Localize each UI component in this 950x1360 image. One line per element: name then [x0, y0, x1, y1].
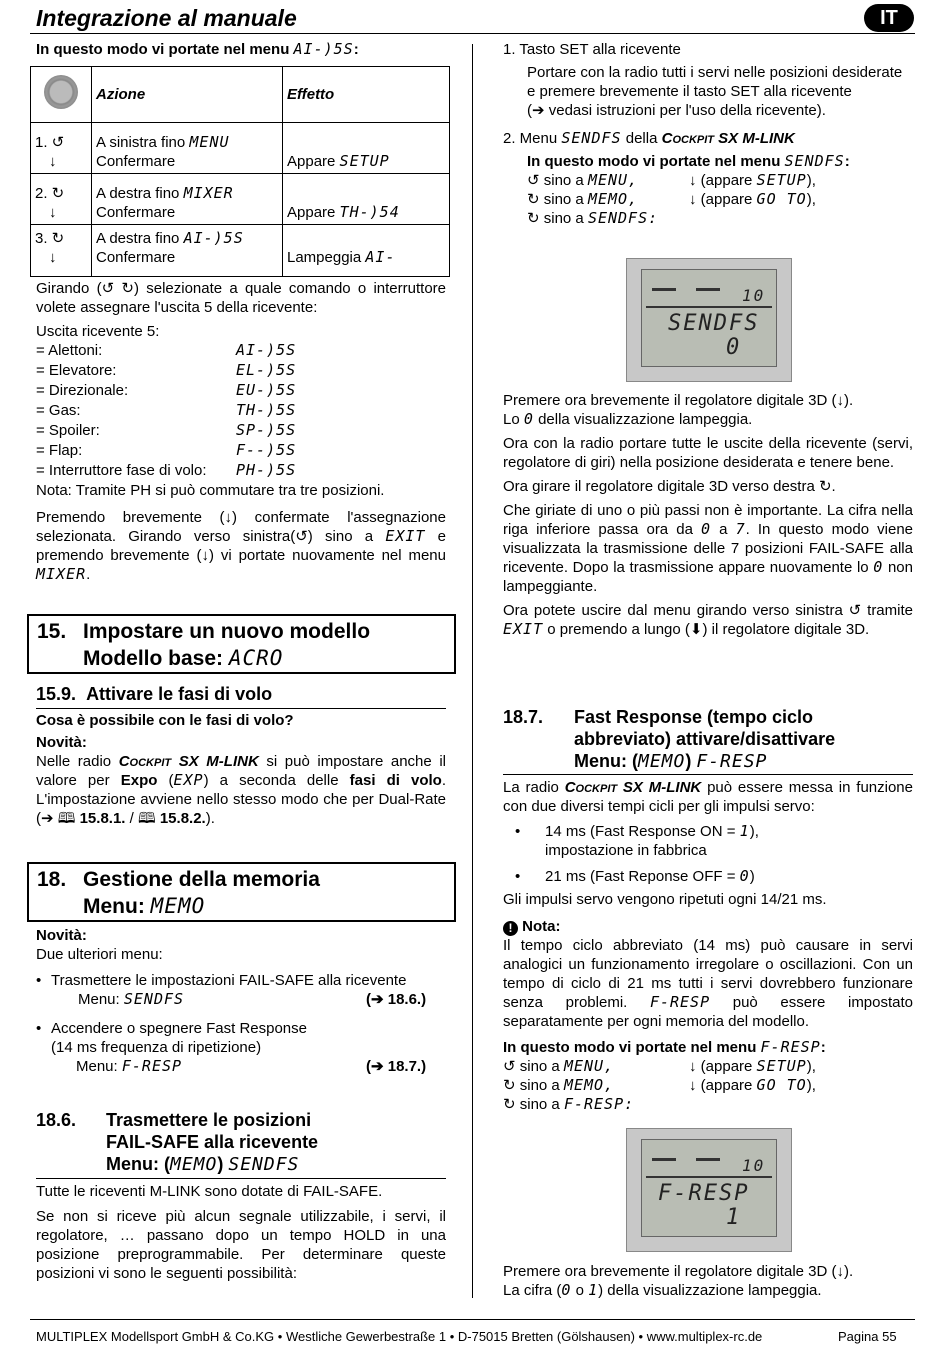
navigation-title: In questo modo vi portate nel menu SENDFS:: [527, 152, 850, 170]
navigation-steps: ↺ sino a MENU, ↓ (appare SETUP), ↻ sino a MEMO, ↓ (appare GO TO), ↻ sino a SENDFS:: [527, 171, 816, 227]
left-column: [36, 40, 446, 59]
column-divider: [472, 44, 473, 1298]
lcd-display-image: 10 F-RESP 1: [626, 1128, 792, 1252]
header-rule: [30, 33, 915, 34]
navigation-title: In questo modo vi portate nel menu F-RESP:: [503, 1038, 826, 1056]
note-heading: ! Nota:: [503, 917, 913, 936]
paragraph: Nelle radio Cockpit SX M-LINK si può impostare anche il valore per Expo (EXP) a seconda delle fasi di volo. L'impostazione avviene nello stesso modo che per Dual-Rate (➔ 🕮 15.8.1. / 🕮 15.8.2.).: [36, 753, 446, 827]
col-effect-header: Effetto: [283, 67, 450, 123]
list-item: • 14 ms (Fast Response ON = 1), impostazione in fabbrica: [515, 822, 759, 859]
paragraph: Se non si riceve più alcun segnale utilizzabile, i servi, il regolatore, … passano dopo un tempo HOLD in una posizione preprogrammabile. Per determinare queste posizioni vi sono le seguenti possibilità:: [36, 1208, 446, 1282]
section-15-heading: 15. Impostare un nuovo modello Modello base: ACRO: [27, 614, 456, 674]
list-item: • Accendere o spegnere Fast Response (14 ms frequenza di ripetizione) Menu: F-RESP (➔ 18.7.): [36, 1020, 427, 1075]
list-item: • 21 ms (Fast Reponse OFF = 0): [515, 867, 755, 885]
paragraph: Ora girare il regolatore digitale 3D verso destra ↻.: [503, 478, 836, 495]
table-row: 2. ↻ ↓ A destra fino MIXER Confermare Appare TH-)54: [31, 174, 450, 225]
paragraph: Gli impulsi servo vengono ripetuti ogni 14/21 ms.: [503, 891, 827, 908]
paragraph: Premere ora brevemente il regolatore digitale 3D (↓).: [503, 1263, 854, 1280]
action-table: [30, 66, 450, 277]
col-action-header: Azione: [92, 67, 283, 123]
menu-intro: In questo modo vi portate nel menu AI-)5S:: [36, 40, 359, 58]
table-row: 3. ↻ ↓ A destra fino AI-)5S Confermare Lampeggia AI-: [31, 225, 450, 277]
section-15-9-heading: 15.9. Attivare le fasi di volo: [36, 684, 273, 704]
paragraph: Tutte le riceventi M-LINK sono dotate di FAIL-SAFE.: [36, 1183, 383, 1200]
output-list: = Alettoni: AI-)5S = Elevatore: EL-)5S = Direzionale: EU-)5S = Gas: TH-)5S = Spoiler: SP-)5S = Flap: F--)5S = Interruttore fase di volo: PH-)5S: [36, 341, 297, 479]
list-item: • Trasmettere le impostazioni FAIL-SAFE alla ricevente Menu: SENDFS (➔ 18.6.): [36, 972, 427, 1008]
warning-icon: !: [503, 921, 518, 936]
paragraph: Due ulteriori menu:: [36, 946, 163, 963]
paragraph: Premere ora brevemente il regolatore digitale 3D (↓).: [503, 392, 854, 409]
output-title: Uscita ricevente 5:: [36, 323, 160, 340]
novita-label: Novità:: [36, 734, 87, 751]
question: Cosa è possibile con le fasi di volo?: [36, 712, 294, 729]
novita-label: Novità:: [36, 927, 87, 944]
footer-rule: [30, 1319, 915, 1320]
section-rule: [503, 774, 913, 775]
page-number: Pagina 55: [838, 1329, 897, 1344]
note-text: Nota: Tramite PH si può commutare tra tre posizioni.: [36, 482, 385, 499]
paragraph: Il tempo ciclo abbreviato (14 ms) può causare in servi analogici un funzionamento irregolare o oscillazioni. Con un tempo di ciclo di 21 ms tutti i servi dovrebbero funzionare senza problemi. F-RESP può essere impostato separatamente per ogni memoria del modello.: [503, 937, 914, 1030]
paragraph: Che giriate di uno o più passi non è importante. La cifra nella riga inferiore passa ora da 0 a 7. In questo modo viene visualizzata la trasmissione delle 7 posizioni FAIL-SAFE alla ricevente. Dopo la trasmissione appare nuovamente lo 0 non lampeggiante.: [503, 502, 914, 595]
paragraph: Lo 0 della visualizzazione lampeggia.: [503, 410, 753, 428]
paragraph: Girando (↺ ↻) selezionate a quale comando o interruttore volete assegnare l'uscita 5 della ricevente:: [36, 280, 446, 316]
paragraph: La radio Cockpit SX M-LINK può essere messa in funzione con due diversi tempi cicli per gli impulsi servo:: [503, 779, 913, 815]
paragraph: Ora potete uscire dal menu girando verso sinistra ↺ tramite EXIT o premendo a lungo (⬇) il regolatore digitale 3D.: [503, 602, 913, 638]
paragraph: Premendo brevemente (↓) confermate l'assegnazione selezionata. Girando verso sinistra(↺) sino a EXIT e premendo brevemente (↓) vi portate nuovamente nel menu MIXER.: [36, 509, 446, 583]
table-row: 1. ↺ ↓ A sinistra fino MENU Confermare Appare SETUP: [31, 123, 450, 174]
section-rule: [36, 708, 446, 709]
section-18-heading: 18. Gestione della memoria Menu: MEMO: [27, 862, 456, 922]
footer-text: MULTIPLEX Modellsport GmbH & Co.KG • Westliche Gewerbestraße 1 • D-75015 Bretten (Gölshausen) • www.multiplex-rc.de: [36, 1329, 763, 1344]
section-rule: [36, 1178, 446, 1179]
lcd-display-image: 10 SENDFS 0: [626, 258, 792, 382]
list-item-title: 2. Menu SENDFS della Cockpit SX M-LINK: [503, 129, 795, 147]
page-title: Integrazione al manuale: [36, 5, 297, 31]
navigation-steps: ↺ sino a MENU, ↓ (appare SETUP), ↻ sino a MEMO, ↓ (appare GO TO), ↻ sino a F-RESP:: [503, 1057, 816, 1113]
paragraph: Ora con la radio portare tutte le uscite della ricevente (servi, regolatore di giri) nella posizione desiderata e tenere bene.: [503, 435, 913, 471]
reference: (➔ vedasi istruzioni per l'uso della ricevente).: [527, 102, 826, 119]
list-item-title: 1. Tasto SET alla ricevente: [503, 41, 681, 58]
language-badge: IT: [864, 4, 914, 32]
knob-icon: [31, 67, 92, 123]
paragraph: Portare con la radio tutti i servi nelle posizioni desiderate e premere brevemente il tasto SET alla ricevente: [527, 64, 903, 100]
paragraph: La cifra (0 o 1) della visualizzazione lampeggia.: [503, 1281, 822, 1299]
